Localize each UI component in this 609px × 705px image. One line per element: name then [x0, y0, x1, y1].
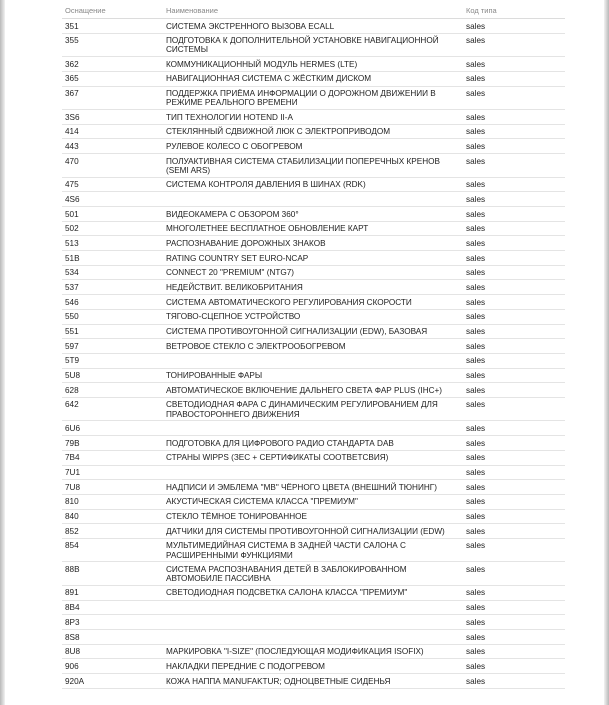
option-code: 470	[65, 156, 79, 166]
option-name: КОММУНИКАЦИОННЫЙ МОДУЛЬ HERMES (LTE)	[166, 59, 358, 69]
type-code: sales	[466, 89, 486, 99]
option-name: СТЕКЛЯННЫЙ СДВИЖНОЙ ЛЮК С ЭЛЕКТРОПРИВОДОМ	[166, 127, 391, 137]
type-code: sales	[466, 327, 486, 336]
option-code: 537	[65, 282, 79, 292]
option-code: 7B4	[65, 453, 80, 463]
option-name: РУЛЕВОЕ КОЛЕСО С ОБОГРЕВОМ	[166, 141, 303, 151]
table-row	[62, 466, 565, 481]
table-row	[62, 369, 565, 384]
type-code: sales	[466, 59, 486, 69]
option-code: 8P3	[65, 617, 80, 627]
type-code: sales	[466, 341, 486, 351]
type-code: sales	[466, 588, 486, 598]
table-row	[62, 586, 565, 601]
option-code: 443	[65, 141, 79, 151]
type-code: sales	[466, 312, 486, 322]
table-row	[62, 601, 565, 616]
table-row	[62, 630, 565, 645]
table-row	[62, 110, 565, 125]
type-code: sales	[466, 423, 486, 433]
option-name: ВЕТРОВОЕ СТЕКЛО С ЭЛЕКТРООБОГРЕВОМ	[166, 341, 346, 351]
option-name: РАСПОЗНАВАНИЕ ДОРОЖНЫХ ЗНАКОВ	[166, 238, 326, 248]
header-name: Наименование	[166, 6, 218, 15]
type-code: sales	[466, 238, 486, 248]
table-row	[62, 480, 565, 495]
type-code: sales	[466, 661, 486, 671]
type-code: sales	[466, 21, 486, 31]
option-name: МАРКИРОВКА "I-SIZE" (ПОСЛЕДУЮЩАЯ МОДИФИКАЦИЯ ISOFIX)	[166, 647, 424, 657]
option-code: 355	[65, 36, 79, 46]
option-code: 501	[65, 209, 79, 219]
table-row	[62, 510, 565, 525]
option-name: СТРАНЫ WIPPS (ЗЕС + СЕРТИФИКАТЫ СООТВЕТСВИЯ)	[166, 453, 389, 463]
option-code: 4S6	[65, 194, 80, 204]
table-row	[62, 19, 565, 34]
option-code: 6U6	[65, 423, 81, 433]
type-code: sales	[466, 194, 486, 204]
type-code: sales	[466, 512, 486, 522]
type-code: sales	[466, 541, 486, 551]
table-row	[62, 383, 565, 398]
table-row	[62, 207, 565, 222]
option-name: НАКЛАДКИ ПЕРЕДНИЕ С ПОДОГРЕВОМ	[166, 661, 325, 671]
option-name: АВТОМАТИЧЕСКОЕ ВКЛЮЧЕНИЕ ДАЛЬНЕГО СВЕТА ФАР PLUS (IHC+)	[166, 385, 443, 395]
table-row	[62, 562, 565, 586]
option-code: 628	[65, 385, 79, 395]
type-code: sales	[466, 482, 486, 492]
option-name: СВЕТОДИОДНАЯ ПОДСВЕТКА САЛОНА КЛАССА "ПРЕМИУМ"	[166, 588, 408, 598]
option-name: RATING COUNTRY SET EURO-NCAP	[166, 253, 309, 263]
option-code: 854	[65, 541, 79, 551]
option-code: 920A	[65, 676, 85, 686]
option-code: 642	[65, 400, 79, 410]
option-code: 852	[65, 526, 79, 536]
type-code: sales	[466, 617, 486, 627]
page-edge-right	[604, 0, 609, 705]
option-name: СИСТЕМА РАСПОЗНАВАНИЯ ДЕТЕЙ В ЗАБЛОКИРОВАННОМ АВТОМОБИЛЕ ПАССИВНА	[166, 564, 407, 584]
type-code: sales	[466, 268, 486, 278]
table-row	[62, 57, 565, 72]
option-code: 3S6	[65, 112, 80, 122]
type-code: sales	[466, 36, 486, 46]
option-code: 891	[65, 588, 79, 598]
option-code: 367	[65, 89, 79, 99]
option-name: ПОДГОТОВКА ДЛЯ ЦИФРОВОГО РАДИО СТАНДАРТА DAB	[166, 438, 394, 448]
option-code: 550	[65, 312, 79, 322]
table-row	[62, 615, 565, 630]
table-header	[62, 3, 565, 19]
option-code: 51B	[65, 253, 80, 263]
option-code: 8B4	[65, 603, 80, 613]
option-name: НАДПИСИ И ЭМБЛЕМА "MB" ЧЁРНОГО ЦВЕТА (ВНЕШНИЙ ТЮНИНГ)	[166, 482, 437, 492]
table-row	[62, 266, 565, 281]
table-row	[62, 87, 565, 111]
type-code: sales	[466, 400, 486, 410]
type-code: sales	[466, 497, 486, 507]
option-code: 810	[65, 497, 79, 507]
option-name: ТЯГОВО-СЦЕПНОЕ УСТРОЙСТВО	[166, 312, 301, 322]
option-name: МНОГОЛЕТНЕЕ БЕСПЛАТНОЕ ОБНОВЛЕНИЕ КАРТ	[166, 224, 369, 234]
option-name: СВЕТОДИОДНАЯ ФАРА С ДИНАМИЧЕСКИМ РЕГУЛИРОВАНИЕМ ДЛЯ ПРАВОСТОРОННЕГО ДВИЖЕНИЯ	[166, 400, 438, 419]
option-code: 362	[65, 59, 79, 69]
option-name: ТОНИРОВАННЫЕ ФАРЫ	[166, 371, 263, 381]
option-code: 7U1	[65, 468, 81, 477]
table-row	[62, 222, 565, 237]
type-code: sales	[466, 356, 486, 366]
option-name: ДАТЧИКИ ДЛЯ СИСТЕМЫ ПРОТИВОУГОННОЙ СИГНАЛИЗАЦИИ (EDW)	[166, 526, 445, 536]
option-name: СИСТЕМА КОНТРОЛЯ ДАВЛЕНИЯ В ШИНАХ (RDK)	[166, 180, 366, 190]
type-code: sales	[466, 127, 486, 137]
type-code: sales	[466, 253, 486, 263]
type-code: sales	[466, 632, 486, 642]
page-edge-left	[0, 0, 5, 705]
option-code: 502	[65, 224, 79, 234]
header-type: Код типа	[466, 6, 497, 15]
option-code: 597	[65, 341, 79, 351]
table-row	[62, 674, 565, 689]
option-name: ПОЛУАКТИВНАЯ СИСТЕМА СТАБИЛИЗАЦИИ ПОПЕРЕЧНЫХ КРЕНОВ (SEMI ARS)	[166, 156, 440, 175]
table-row	[62, 325, 565, 340]
type-code: sales	[466, 453, 486, 463]
type-code: sales	[466, 468, 486, 477]
type-code: sales	[466, 180, 486, 190]
option-name: ПОДГОТОВКА К ДОПОЛНИТЕЛЬНОЙ УСТАНОВКЕ НАВИГАЦИОННОЙ СИСТЕМЫ	[166, 36, 439, 55]
header-code: Оснащение	[65, 6, 106, 15]
table-row	[62, 251, 565, 266]
option-code: 906	[65, 661, 79, 671]
option-code: 79B	[65, 438, 80, 448]
option-name: МУЛЬТИМЕДИЙНАЯ СИСТЕМА В ЗАДНЕЙ ЧАСТИ САЛОНА С РАСШИРЕННЫМИ ФУНКЦИЯМИ	[166, 541, 406, 560]
type-code: sales	[466, 282, 486, 292]
type-code: sales	[466, 297, 486, 307]
option-name: НЕДЕЙСТВИТ. ВЕЛИКОБРИТАНИЯ	[166, 282, 303, 292]
table-body	[62, 19, 565, 689]
option-name: СИСТЕМА АВТОМАТИЧЕСКОГО РЕГУЛИРОВАНИЯ СКОРОСТИ	[166, 297, 412, 307]
type-code: sales	[466, 74, 486, 84]
table-row	[62, 436, 565, 451]
option-name: СИСТЕМА ПРОТИВОУГОННОЙ СИГНАЛИЗАЦИИ (EDW), БАЗОВАЯ	[166, 327, 428, 336]
table-row	[62, 539, 565, 563]
options-table	[62, 3, 565, 689]
table-row	[62, 192, 565, 207]
type-code: sales	[466, 526, 486, 536]
type-code: sales	[466, 438, 486, 448]
option-code: 351	[65, 21, 79, 31]
option-code: 7U8	[65, 482, 81, 492]
table-row	[62, 178, 565, 193]
option-code: 8U8	[65, 647, 81, 657]
table-row	[62, 524, 565, 539]
table-row	[62, 398, 565, 422]
table-row	[62, 354, 565, 369]
option-name: СТЕКЛО ТЁМНОЕ ТОНИРОВАННОЕ	[166, 512, 307, 522]
option-code: 5U8	[65, 371, 81, 381]
type-code: sales	[466, 564, 486, 574]
option-name: НАВИГАЦИОННАЯ СИСТЕМА С ЖЁСТКИМ ДИСКОМ	[166, 74, 372, 84]
type-code: sales	[466, 676, 486, 686]
table-row	[62, 645, 565, 660]
table-row	[62, 310, 565, 325]
type-code: sales	[466, 112, 486, 122]
table-row	[62, 451, 565, 466]
type-code: sales	[466, 371, 486, 381]
option-name: CONNECT 20 "PREMIUM" (NTG7)	[166, 268, 295, 278]
table-row	[62, 34, 565, 58]
option-code: 840	[65, 512, 79, 522]
table-row	[62, 154, 565, 178]
option-code: 88B	[65, 564, 80, 574]
option-code: 475	[65, 180, 79, 190]
option-code: 365	[65, 74, 79, 84]
table-row	[62, 236, 565, 251]
option-code: 546	[65, 297, 79, 307]
table-row	[62, 495, 565, 510]
option-name: ВИДЕОКАМЕРА С ОБЗОРОМ 360°	[166, 209, 299, 219]
table-row	[62, 339, 565, 354]
table-row	[62, 280, 565, 295]
table-row	[62, 295, 565, 310]
option-code: 534	[65, 268, 79, 278]
option-code: 513	[65, 238, 79, 248]
option-name: КОЖА НАППА MANUFAKTUR; ОДНОЦВЕТНЫЕ СИДЕНЬЯ	[166, 676, 391, 686]
type-code: sales	[466, 156, 486, 166]
option-name: СИСТЕМА ЭКСТРЕННОГО ВЫЗОВА ECALL	[166, 21, 335, 31]
type-code: sales	[466, 647, 486, 657]
table-row	[62, 139, 565, 154]
type-code: sales	[466, 385, 486, 395]
table-row	[62, 421, 565, 436]
type-code: sales	[466, 603, 486, 613]
table-row	[62, 125, 565, 140]
option-code: 414	[65, 127, 79, 137]
option-code: 551	[65, 327, 79, 336]
option-name: АКУСТИЧЕСКАЯ СИСТЕМА КЛАССА "ПРЕМИУМ"	[166, 497, 358, 507]
table-row	[62, 72, 565, 87]
type-code: sales	[466, 224, 486, 234]
table-row	[62, 659, 565, 674]
option-code: 5T9	[65, 356, 80, 366]
option-name: ТИП ТЕХНОЛОГИИ HOTEND II-A	[166, 112, 293, 122]
type-code: sales	[466, 141, 486, 151]
option-code: 8S8	[65, 632, 80, 642]
option-name: ПОДДЕРЖКА ПРИЁМА ИНФОРМАЦИИ О ДОРОЖНОМ ДВИЖЕНИИ В РЕЖИМЕ РЕАЛЬНОГО ВРЕМЕНИ	[166, 89, 436, 108]
type-code: sales	[466, 209, 486, 219]
